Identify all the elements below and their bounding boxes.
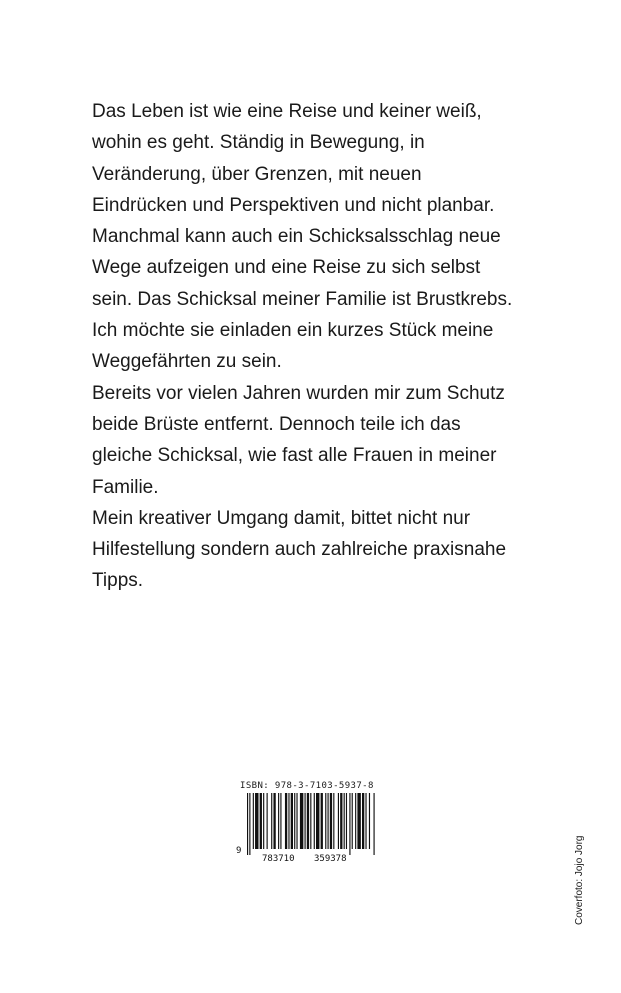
blurb-line: Wege aufzeigen und eine Reise zu sich selbst	[92, 257, 481, 279]
blurb-line: Manchmal kann auch ein Schicksalsschlag neue	[92, 226, 501, 248]
blurb-line: Ich möchte sie einladen ein kurzes Stück meine	[92, 320, 494, 342]
isbn-label: ISBN: 978-3-7103-5937-8	[240, 781, 374, 791]
barcode-bar	[374, 793, 375, 855]
barcode-bar	[328, 793, 329, 849]
blurb-line: Das Leben ist wie eine Reise und keiner weiß,	[92, 101, 482, 122]
blurb-line: Weggefährten zu sein.	[92, 351, 282, 373]
barcode-bar	[369, 793, 370, 849]
barcode-bar	[355, 793, 356, 849]
barcode-bar	[330, 793, 332, 849]
barcode-digits-left: 783710	[262, 854, 295, 863]
barcode-bar	[300, 793, 303, 849]
barcode-bar	[285, 793, 287, 849]
back-cover-blurb	[92, 96, 602, 597]
barcode-bar	[253, 793, 254, 849]
barcode-bar	[349, 793, 350, 855]
blurb-line: Familie.	[92, 476, 159, 498]
barcode-bar	[316, 793, 319, 849]
blurb-line: wohin es geht. Ständig in Bewegung, in	[92, 132, 425, 154]
barcode-bar	[271, 793, 272, 849]
blurb-line: gleiche Schicksal, wie fast alle Frauen in meiner	[92, 445, 497, 467]
barcode-bar	[314, 793, 315, 849]
barcode-bar	[357, 793, 360, 849]
barcode-bar	[249, 793, 250, 855]
blurb-line: sein. Das Schicksal meiner Familie ist Brustkrebs.	[92, 288, 513, 310]
barcode-bar	[362, 793, 364, 849]
blurb-line: Veränderung, über Grenzen, mit neuen	[92, 163, 422, 185]
barcode-bar	[321, 793, 323, 849]
barcode-bar	[365, 793, 366, 849]
blurb-line: Bereits vor vielen Jahren wurden mir zum Schutz	[92, 382, 505, 404]
barcode-bar	[346, 793, 347, 849]
barcode-bar	[333, 793, 334, 849]
barcode-bars	[247, 793, 375, 855]
barcode-bar	[296, 793, 297, 849]
barcode-bar	[288, 793, 289, 849]
barcode-digits-right: 359378	[314, 854, 347, 863]
cover-photo-credit: Coverfoto: Jojo Jorg	[574, 835, 585, 925]
barcode-bar	[267, 793, 268, 849]
barcode-bar	[352, 793, 353, 849]
blurb-line: beide Brüste entfernt. Dennoch teile ich das	[92, 413, 461, 435]
barcode-bar	[260, 793, 262, 849]
barcode-bar	[294, 793, 295, 849]
barcode-bar	[338, 793, 339, 849]
barcode-bar	[263, 793, 264, 849]
barcode-bar	[278, 793, 279, 849]
barcode-bar	[273, 793, 275, 849]
barcode-bar	[255, 793, 258, 849]
barcode-bar	[340, 793, 342, 849]
barcode-bar	[344, 793, 345, 849]
barcode-bar	[325, 793, 326, 849]
barcode	[235, 793, 385, 863]
barcode-bar	[310, 793, 311, 849]
blurb-line: Mein kreativer Umgang damit, bittet nicht nur	[92, 507, 471, 529]
barcode-bar	[291, 793, 293, 849]
barcode-digit-first: 9	[236, 846, 242, 856]
barcode-bar	[307, 793, 309, 849]
blurb-line: Eindrücken und Perspektiven und nicht planbar.	[92, 194, 495, 216]
blurb-line: Hilfestellung sondern auch zahlreiche praxisnahe	[92, 539, 507, 561]
barcode-bar	[247, 793, 248, 855]
blurb-line: Tipps.	[92, 570, 144, 592]
barcode-bar	[305, 793, 306, 849]
barcode-bar	[280, 793, 281, 849]
